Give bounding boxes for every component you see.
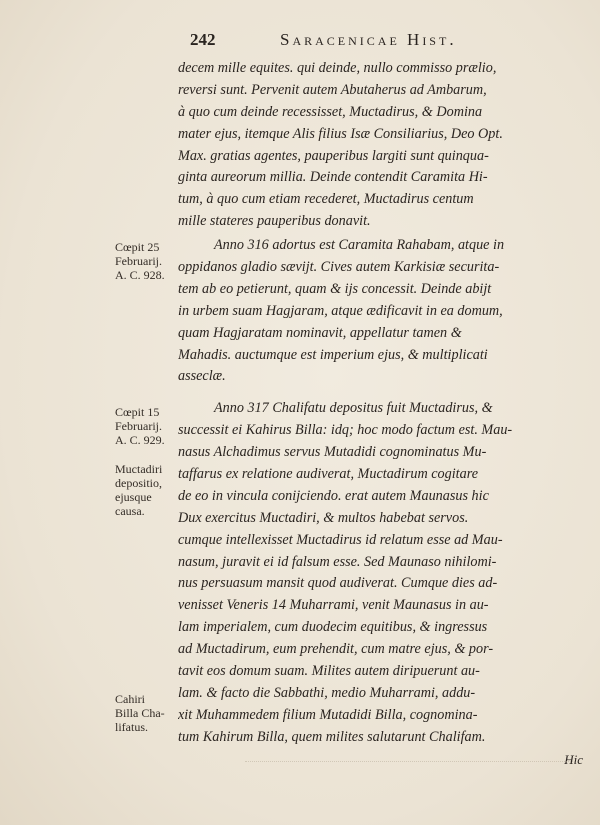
text-line: Anno 317 Chalifatu depositus fuit Muctadirus, & — [214, 400, 493, 417]
text-line: Anno 316 adortus est Caramita Rahabam, atque in — [214, 237, 505, 254]
margin-note-deposition — [115, 462, 185, 518]
margin-note-date-929 — [115, 405, 185, 447]
text-line: à quo cum deinde recessisset, Muctadirus, & Domina — [178, 103, 483, 120]
text-line: oppidanos gladio sævijt. Cives autem Karkisiæ securita- — [178, 259, 500, 276]
text-line: Max. gratias agentes, pauperibus largiti sunt quinqua- — [178, 147, 489, 164]
margin-note-line: Cahiri — [115, 692, 145, 706]
running-head: Saracenicae Hist. — [280, 30, 457, 49]
margin-note-line: Cœpit 25 — [115, 240, 160, 254]
margin-note-line: Muctadiri — [115, 462, 163, 476]
paragraph — [178, 58, 583, 233]
paragraph — [178, 235, 583, 388]
margin-note-line: Cœpit 15 — [115, 405, 160, 419]
catchword: Hic — [564, 751, 583, 767]
show-through-mark — [245, 761, 575, 770]
text-line: nasum, juravit ei id falsum esse. Sed Maunaso nihilomi- — [178, 553, 497, 570]
text-line: cumque intellexisset Muctadirus id relatum esse ad Mau- — [178, 531, 503, 548]
paragraph — [178, 398, 583, 748]
text-line: xit Muhammedem filium Mutadidi Billa, cognomina- — [178, 706, 478, 723]
text-line: tem ab eo petierunt, quam & ijs concessit. Deinde abijt — [178, 280, 492, 297]
margin-note-date-928 — [115, 240, 185, 282]
text-line: asseclæ. — [178, 368, 226, 385]
margin-note-line: causa. — [115, 504, 145, 518]
text-line: lam imperialem, cum duodecim equitibus, & ingressus — [178, 619, 488, 636]
page-header — [190, 30, 580, 52]
margin-note-line: Februarij. — [115, 419, 162, 433]
main-text — [178, 58, 583, 767]
text-line: tum Kahirum Billa, quem milites salutarunt Chalifam. — [178, 728, 486, 745]
text-line: Dux exercitus Muctadiri, & multos habebat servos. — [178, 509, 469, 526]
text-line: tavit eos domum suam. Milites autem diripuerunt au- — [178, 663, 480, 680]
text-line: nus persuasum mansit quod audiverat. Cumque dies ad- — [178, 575, 498, 592]
text-line: decem mille equites. qui deinde, nullo commisso prælio, — [178, 60, 497, 76]
text-line: reversi sunt. Pervenit autem Abutaherus ad Ambarum, — [178, 81, 487, 98]
margin-note-line: Februarij. — [115, 254, 162, 268]
margin-note-line: depositio, — [115, 476, 162, 490]
text-line: taffarus ex relatione audiverat, Muctadirum cogitare — [178, 466, 478, 483]
margin-note-line: Billa Cha- — [115, 706, 165, 720]
text-line: in urbem suam Hagjaram, atque ædificavit in ea domum, — [178, 302, 503, 319]
text-line: Mahadis. auctumque est imperium ejus, & multiplicati — [178, 346, 488, 363]
text-line: venisset Veneris 14 Muharrami, venit Maunasus in au- — [178, 597, 489, 614]
text-line: nasus Alchadimus servus Mutadidi cognominatus Mu- — [178, 444, 487, 461]
page-number: 242 — [190, 30, 216, 49]
margin-note-cahiri — [115, 692, 185, 734]
text-line: de eo in vincula conijciendo. erat autem Maunasus hic — [178, 487, 489, 504]
text-line: mille stateres pauperibus donavit. — [178, 213, 371, 230]
text-line: tum, à quo cum etiam recederet, Muctadirus centum — [178, 191, 474, 208]
text-line: mater ejus, itemque Alis filius Isæ Consiliarius, Deo Opt. — [178, 125, 503, 142]
text-line: lam. & facto die Sabbathi, medio Muharrami, addu- — [178, 684, 476, 701]
margin-note-line: A. C. 928. — [115, 268, 165, 282]
text-line: successit ei Kahirus Billa: idq; hoc modo factum est. Mau- — [178, 422, 513, 439]
text-line: ad Muctadirum, eum prehendit, cum matre ejus, & por- — [178, 641, 494, 658]
text-line: quam Hagjaratam nominavit, appellatur tamen & — [178, 324, 462, 341]
margin-note-line: A. C. 929. — [115, 433, 165, 447]
margin-note-line: lifatus. — [115, 720, 148, 734]
margin-note-line: ejusque — [115, 490, 152, 504]
text-line: ginta aureorum millia. Deinde contendit Caramita Hi- — [178, 169, 488, 186]
